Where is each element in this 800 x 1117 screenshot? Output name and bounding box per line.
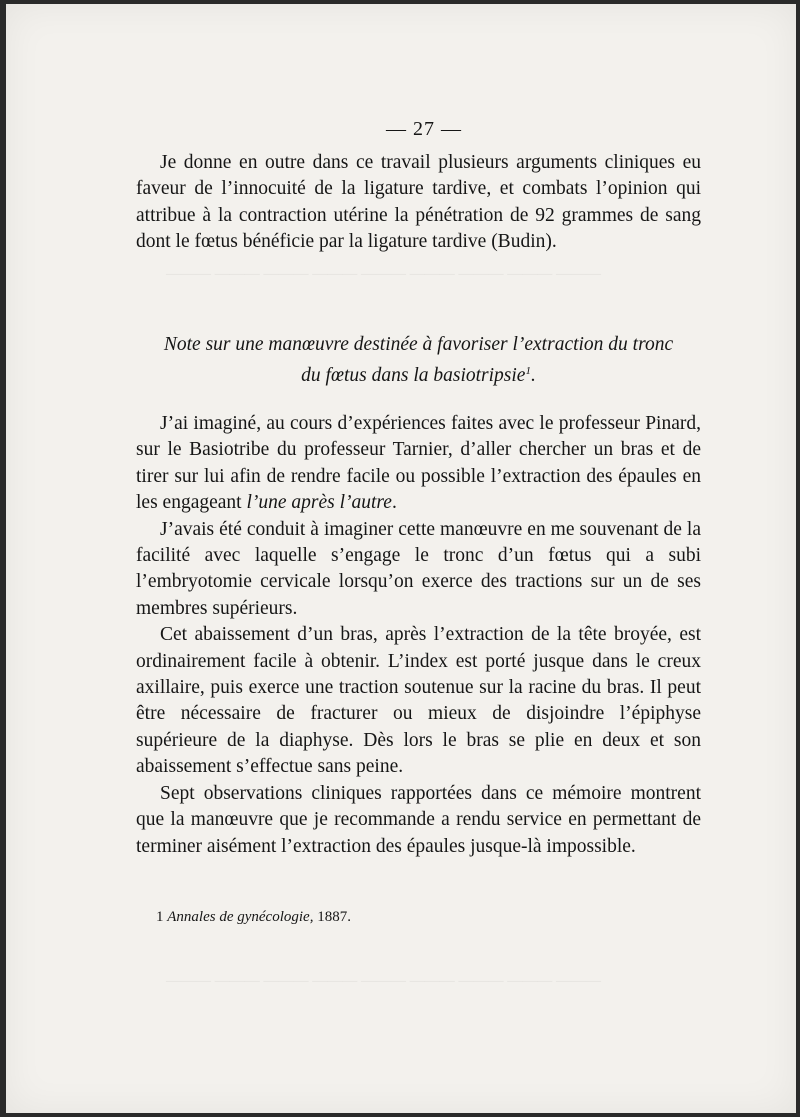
paragraph-abaissement: Cet abaissement d’un bras, après l’extraction de la tête broyée, est ordinairement facile à obtenir. L’index est porté jusque dans le creux axillaire, puis exerce une traction soutenue sur la racine du bras. Il peut être nécessaire de fracturer ou mieux de disjoindre l’épiphyse supérieure de la diaphyse. Dès lors le bras se plie en deux et son abaissement s’effectue sans peine. [136, 624, 701, 778]
section-title-line-1: Note sur une manœuvre destinée à favoriser l’extraction du tronc [163, 334, 674, 355]
footnote-year: 1887. [313, 909, 351, 925]
paragraph-basiotribe-italic: l’une après l’autre [246, 492, 392, 514]
paragraph-embryotomie: J’avais été conduit à imaginer cette manœuvre en me souvenant de la facilité avec laquelle s’engage le tronc d’un fœtus qui a subi l’embryotomie cervicale lorsqu’on exerce des tractions sur un de ses membres supérieurs. [136, 518, 701, 619]
footnote [156, 909, 351, 926]
footnote-source: Annales de gynécologie, [167, 909, 314, 925]
intro-paragraph-block [136, 150, 701, 256]
section-title [136, 331, 701, 389]
section-title-period: . [530, 365, 536, 386]
paragraph-basiotribe-text: J’ai imaginé, au cours d’expériences faites avec le professeur Pinard, sur le Basiotribe du professeur Tarnier, d’aller chercher un bras et de tirer sur lui afin de rendre facile ou possible l’extraction des épaules en les engageant [136, 413, 701, 514]
paragraph-innocuity: Je donne en outre dans ce travail plusieurs arguments cliniques eu faveur de l’innocuité de la ligature tardive, et combats l’opinion qui attribue à la contraction utérine la pénétration de 92 grammes de sang dont le fœtus bénéficie par la ligature tardive (Budin). [136, 152, 701, 253]
section-title-line-2 [136, 358, 701, 389]
footnote-marker: 1 [525, 365, 531, 377]
book-page [6, 4, 796, 1113]
body-text [136, 411, 701, 860]
paragraph-basiotribe [136, 411, 701, 517]
footnote-number: 1 [156, 909, 164, 925]
bleed-through-texture: ——— ——— ——— ——— ——— ——— ——— ——— ——— [166, 266, 601, 282]
page-number: — 27 — [386, 118, 462, 140]
paragraph-observations: Sept observations cliniques rapportées dans ce mémoire montrent que la manœuvre que je recommande a rendu service en permettant de terminer aisément l’extraction des épaules jusque-là impossible. [136, 782, 701, 857]
paragraph-basiotribe-end: . [391, 492, 397, 514]
bleed-through-texture: ——— ——— ——— ——— ——— ——— ——— ——— ——— [166, 973, 601, 989]
section-title-line-2-text: du fœtus dans la basiotripsie [301, 365, 526, 386]
